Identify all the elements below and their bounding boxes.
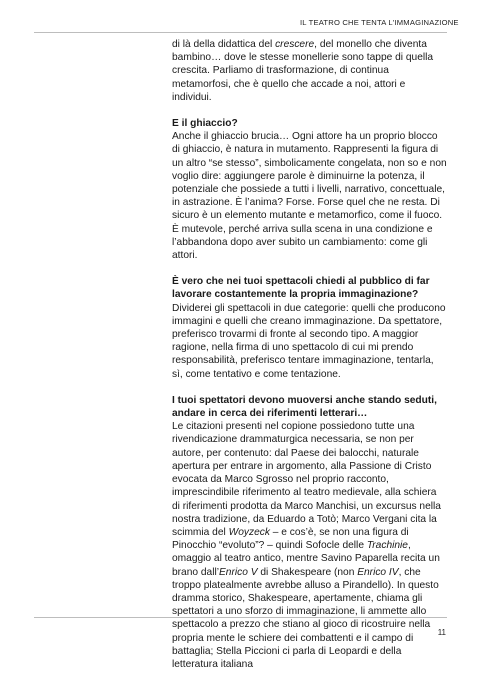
italic-title: crescere <box>275 39 315 50</box>
running-head: IL TEATRO CHE TENTA L'IMMAGINAZIONE <box>300 18 459 27</box>
italic-title: Enrico V <box>219 566 258 578</box>
header-rule <box>34 32 447 33</box>
footer-rule <box>34 617 447 618</box>
interview-question: È vero che nei tuoi spettacoli chiedi al pubblico di far lavorare costantemente la propria immaginazione? <box>172 276 430 301</box>
article-body <box>172 38 447 671</box>
paragraph: Dividerei gli spettacoli in due categorie: quelli che producono immagini e quelli che creano immaginazione. Da spettatore, preferisco trovarmi di fronte al secondo tipo. A maggior ragione, nella firma di uno spettacolo di cui mi prendo responsabilità, preferisco tentare immaginazione, tentarla, sì, come tentativo e come tentazione. <box>172 302 446 380</box>
paragraph: di là della didattica del crescere, del monello che diventa bambino… dove le stesse monellerie sono tappe di quella crescita. Parliamo di trasformazione, di continua metamorfosi, che è quello che accade a noi, attori e individui. <box>172 39 434 103</box>
page-number: 11 <box>437 628 446 637</box>
italic-title: Trachinie <box>366 540 408 552</box>
interview-question: E il ghiaccio? <box>172 118 238 130</box>
italic-title: Enrico IV <box>357 566 399 578</box>
paragraph: Le citazioni presenti nel copione possiedono tutte una rivendicazione drammaturgica necessaria, se non per autore, per contenuto: dal Paese dei balocchi, naturale apertura per entrare in argomento, alla Passione di Cristo evocata da Marco Sgrosso nel proprio racconto, imprescindibile riferimento al teatro medievale, alla schiera di riferimenti prodotta da Marco Manchisi, un excursus nella nostra tradizione, da Eduardo a Totò; Marco Vergani cita la scimmia del Woyzeck – e cos’è, se non una figura di Pinocchio “evoluto”? – quindi Sofocle delle Trachinie, omaggio al teatro antico, mentre Savino Paparella recita un brano dall’Enrico V di Shakespeare (non Enrico IV, che troppo platealmente avrebbe alluso a Pirandello). In questo dramma storico, Shakespeare, apertamente, chiama gli spettatori a uno sforzo di immaginazione, li ammette allo spettacolo a prezzo che stiano al gioco di ricostruire nella propria mente le schiere dei combattenti e il campo di battaglia; Stella Piccioni ci parla di Leopardi e della letteratura italiana <box>172 421 441 670</box>
italic-title: Woyzeck <box>228 526 270 538</box>
paragraph: Anche il ghiaccio brucia… Ogni attore ha un proprio blocco di ghiaccio, è natura in mutamento. Rappresenti la figura di un altro “se stesso”, simbolicamente congelata, non so e non voglio dire: aggiungere parole è diminuirne la potenza, il potenziale che possiede a tutti i livelli, narrativo, concettuale, in astrazione. È l’anima? Forse. Forse quel che ne resta. Di sicuro è un elemento mutante e metamorfico, come il fuoco. È mutevole, perché arriva sulla scena in una condizione e l’abbandona dopo aver subito un cambiamento: come gli attori. <box>172 131 447 262</box>
interview-question: I tuoi spettatori devono muoversi anche stando seduti, andare in cerca dei riferimenti letterari… <box>172 394 437 420</box>
